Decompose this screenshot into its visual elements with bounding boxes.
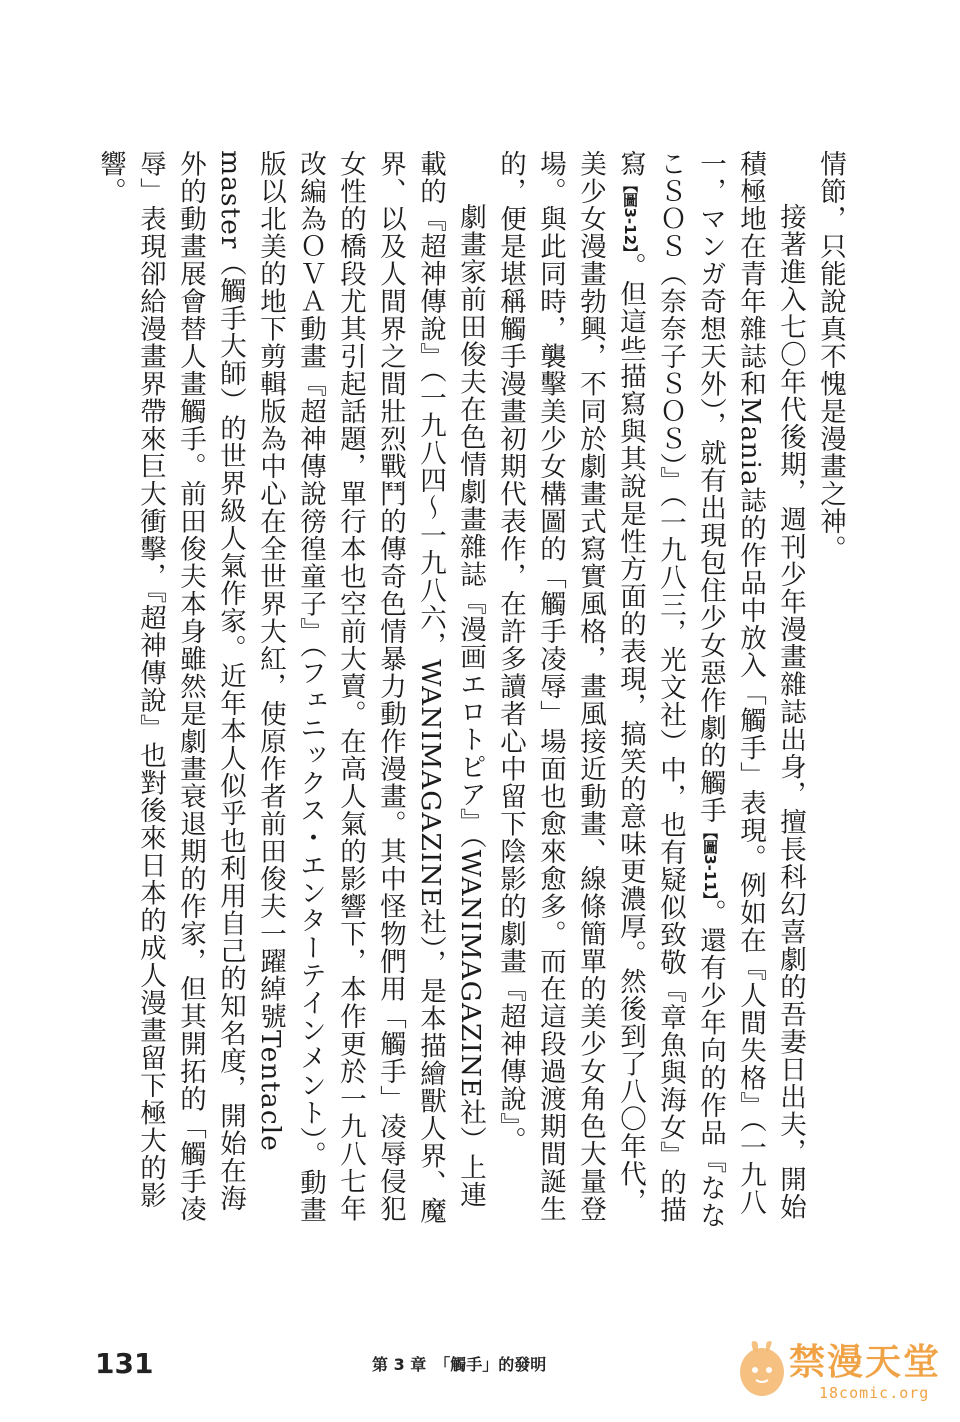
page-number: 131 xyxy=(95,1347,154,1380)
figure-reference-3-11: 【圖3-11】 xyxy=(701,824,719,900)
tentacle-master-word: Tentacle master xyxy=(215,150,286,1152)
paragraph-2-part-c: 。還有少年向的作品『ななこＳＯＳ（奈奈子ＳＯＳ）』（一九八三，光文社）中，也有疑似致敬『章魚與海女』的描寫 xyxy=(615,150,726,1230)
paragraph-3-part-b: （觸手大師）的世界級人氣作家。近年本人似乎也利用自己的知名度，開始在海外的動畫展會替人畫觸手。前田俊夫本身雖然是劇畫衰退期的作家，但其開拓的「觸手凌辱」表現卻給漫畫界帶來巨大衝擊，『超神傳說』也對後來日本的成人漫畫留下極大的影響。 xyxy=(95,150,246,1223)
paragraph-1: 情節，只能說真不愧是漫畫之神。 xyxy=(815,150,846,563)
paragraph-3-part-a: 劇畫家前田俊夫在色情劇畫雜誌『漫画エロトピア』（WANIMAGAZINE社）上連載的『超神傳說』（一九八四～一九八六，WANIMAGAZINE社），是本描繪獸人界、魔界、以及人間界之間壯烈戰鬥的傳奇色情暴力動作漫畫。其中怪物們用「觸手」凌辱侵犯女性的橋段尤其引起話題，單行本也空前大賣。在高人氣的影響下，本作更於一九八七年改編為ＯＶＡ動畫『超神傳說徬徨童子』（フェニックス・エンターテインメント）。動畫版以北美的地下剪輯版為中心在全世界大紅，使原作者前田俊夫一躍綽號 xyxy=(255,150,486,1225)
paragraph-2-part-b: 誌的作品中放入「觸手」表現。例如在『人間失格』（一九八一，マンガ奇想天外），就有出現包住少女惡作劇的觸手 xyxy=(695,150,766,1217)
mania-word: Mania xyxy=(735,397,766,487)
figure-reference-3-12: 【圖3-12】 xyxy=(621,177,639,253)
paragraph-2-part-d: 。但這些描寫與其說是性方面的表現，搞笑的意味更濃厚。然後到了八〇年代，美少女漫畫勃興，不同於劇畫式寫實風格，畫風接近動畫、線條簡單的美少女角色大量登場。與此同時，襲擊美少女構圖的「觸手凌辱」場面也愈來愈多。而在這段過渡期間誕生的，便是堪稱觸手漫畫初期代表作，在許多讀者心中留下陰影的劇畫『超神傳說』。 xyxy=(495,150,646,1223)
paragraph-2-part-a: 接著進入七〇年代後期，週刊少年漫畫雜誌出身，擅長科幻喜劇的吾妻日出夫，開始積極地在青年雜誌和 xyxy=(735,150,806,1221)
mascot-icon xyxy=(735,1336,789,1400)
watermark-text: 禁漫天堂 xyxy=(789,1342,942,1383)
chapter-title: 第 3 章 「觸手」的發明 xyxy=(372,1355,547,1374)
paragraph-3 xyxy=(90,150,490,1230)
watermark xyxy=(735,1330,945,1414)
vertical-text-block xyxy=(90,150,850,1230)
paragraph-2 xyxy=(490,150,810,1230)
watermark-url: 18comic.org xyxy=(819,1384,930,1402)
